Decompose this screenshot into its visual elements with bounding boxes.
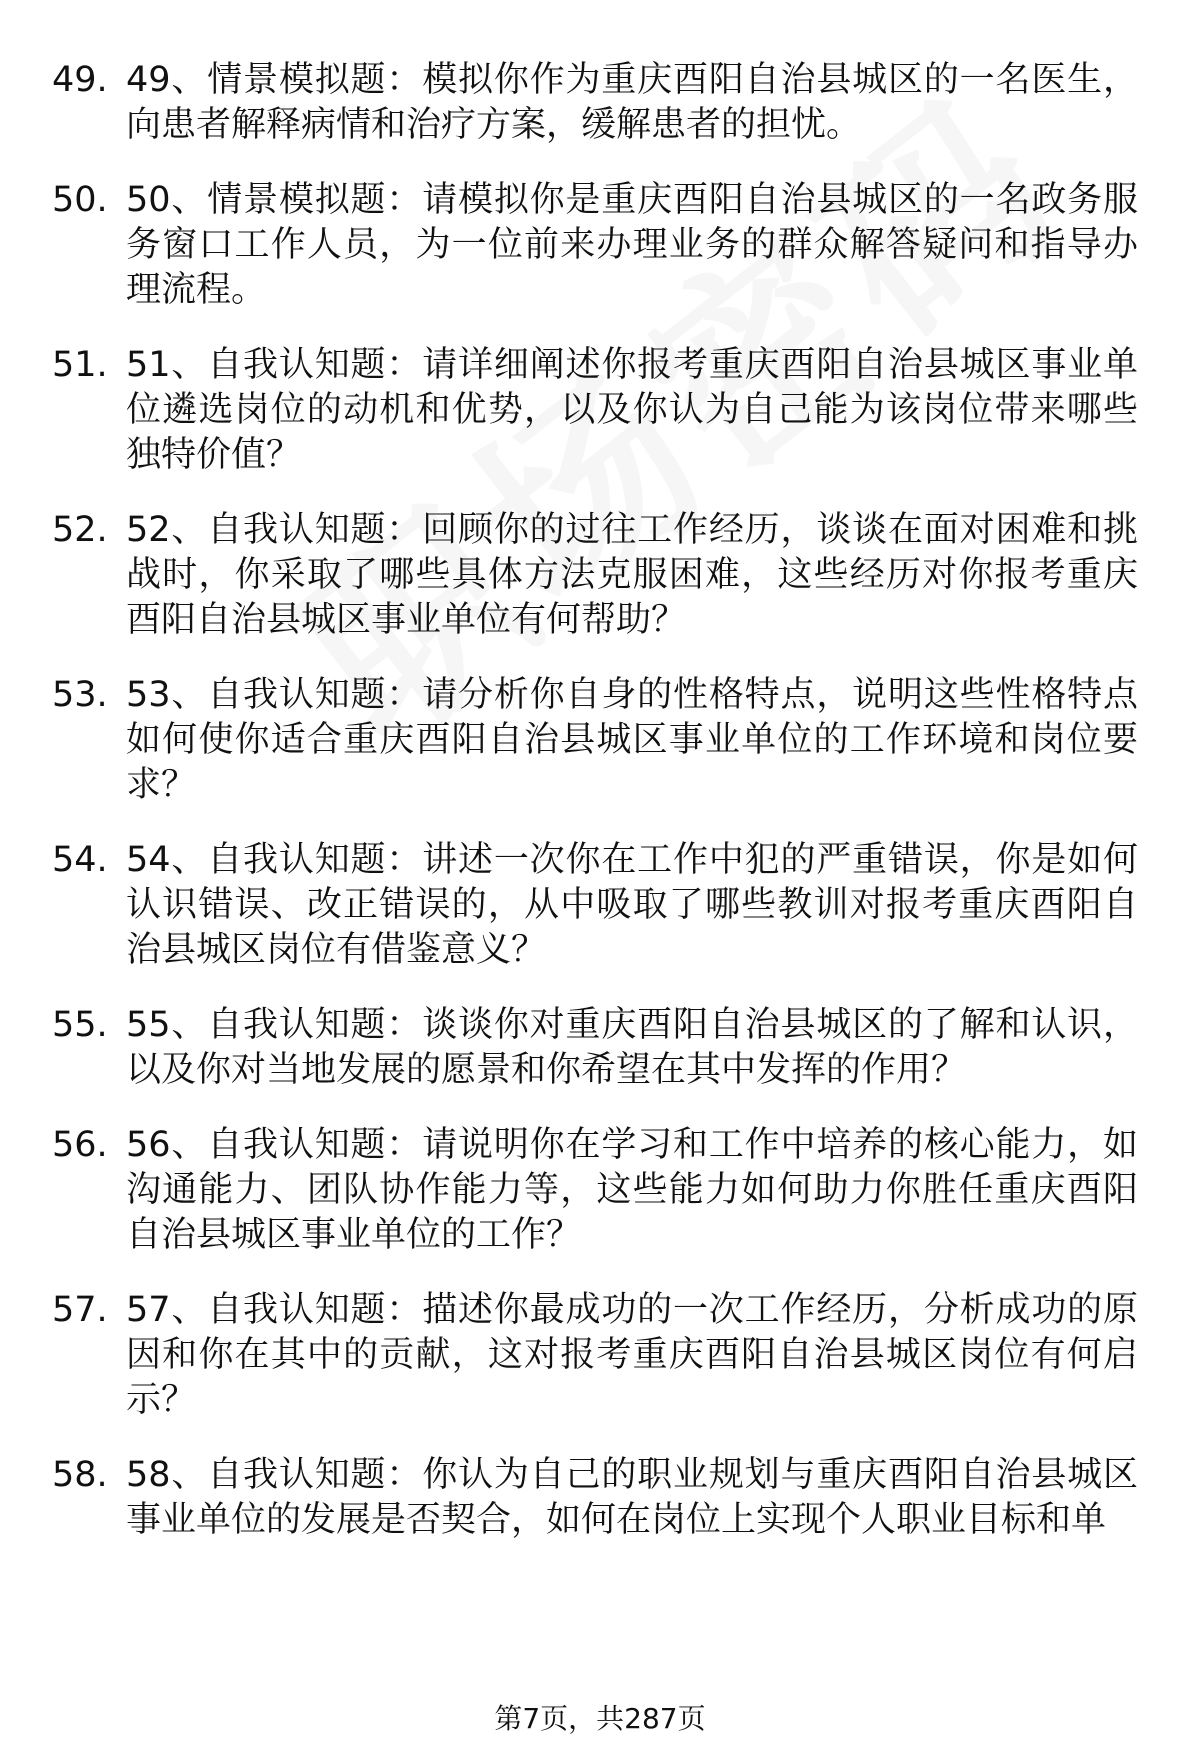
list-item [52,673,1152,808]
item-text: 53、自我认知题：请分析你自身的性格特点，说明这些性格特点如何使你适合重庆酉阳自治县城区事业单位的工作环境和岗位要求？ [126,675,1138,805]
item-number: 49. [52,60,108,100]
item-number: 51. [52,345,108,385]
item-text: 51、自我认知题：请详细阐述你报考重庆酉阳自治县城区事业单位遴选岗位的动机和优势，以及你认为自己能为该岗位带来哪些独特价值？ [126,345,1138,475]
item-number: 52. [52,510,108,550]
item-number: 53. [52,675,108,715]
list-item [52,1453,1152,1543]
item-text: 55、自我认知题：谈谈你对重庆酉阳自治县城区的了解和认识，以及你对当地发展的愿景和你希望在其中发挥的作用？ [126,1005,1138,1090]
item-text: 56、自我认知题：请说明你在学习和工作中培养的核心能力，如沟通能力、团队协作能力等，这些能力如何助力你胜任重庆酉阳自治县城区事业单位的工作？ [126,1125,1138,1255]
item-number: 57. [52,1290,108,1330]
item-text: 49、情景模拟题：模拟你作为重庆酉阳自治县城区的一名医生，向患者解释病情和治疗方案，缓解患者的担忧。 [126,60,1138,145]
item-number: 54. [52,840,108,880]
item-text: 57、自我认知题：描述你最成功的一次工作经历，分析成功的原因和你在其中的贡献，这对报考重庆酉阳自治县城区岗位有何启示？ [126,1290,1138,1420]
list-item [52,58,1152,148]
item-number: 58. [52,1455,108,1495]
item-number: 56. [52,1125,108,1165]
page-footer: 第7页，共287页 [494,1702,706,1735]
item-text: 54、自我认知题：讲述一次你在工作中犯的严重错误，你是如何认识错误、改正错误的，从中吸取了哪些教训对报考重庆酉阳自治县城区岗位有借鉴意义？ [126,840,1138,970]
list-item [52,1288,1152,1423]
list-item [52,1123,1152,1258]
item-text: 50、情景模拟题：请模拟你是重庆酉阳自治县城区的一名政务服务窗口工作人员，为一位前来办理业务的群众解答疑问和指导办理流程。 [126,180,1138,310]
item-number: 55. [52,1005,108,1045]
list-item [52,1003,1152,1093]
item-text: 58、自我认知题：你认为自己的职业规划与重庆酉阳自治县城区事业单位的发展是否契合，如何在岗位上实现个人职业目标和单 [126,1455,1138,1540]
list-item [52,508,1152,643]
question-list [52,58,1152,1543]
list-item [52,178,1152,313]
list-item [52,343,1152,478]
item-text: 52、自我认知题：回顾你的过往工作经历，谈谈在面对困难和挑战时，你采取了哪些具体方法克服困难，这些经历对你报考重庆酉阳自治县城区事业单位有何帮助？ [126,510,1138,640]
list-item [52,838,1152,973]
item-number: 50. [52,180,108,220]
